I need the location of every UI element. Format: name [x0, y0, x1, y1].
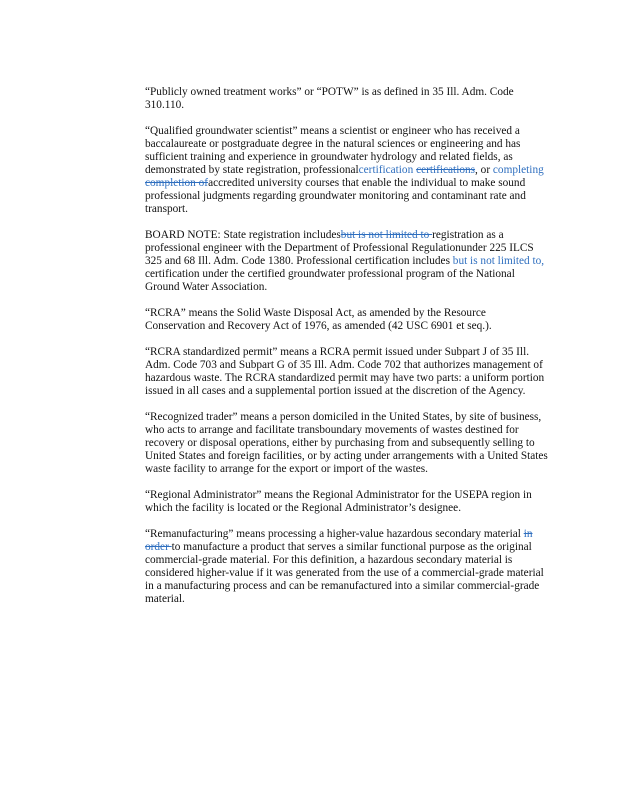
- definition-qualified-groundwater-scientist: [145, 125, 548, 216]
- paragraph-text: accredited university courses that enable the individual to make sound professional judgments regarding groundwater monitoring and contaminant rate and transport.: [145, 177, 526, 215]
- paragraph-text: “Qualified groundwater scientist” means a scientist or engineer who has received a baccalaureate or postgraduate degree in the natural sciences or engineering and has sufficient training and experience in groundwater hydrology and related fields, as demonstrated by state registration, professional: [145, 125, 521, 176]
- paragraph-text: “Regional Administrator” means the Regional Administrator for the USEPA region in which the facility is located or the Regional Administrator’s designee.: [145, 489, 532, 514]
- paragraph-text: , or: [475, 164, 493, 176]
- definition-remanufacturing: [145, 528, 548, 606]
- definition-rcra-standardized-permit: [145, 346, 548, 398]
- paragraph-text: “RCRA” means the Solid Waste Disposal Act, as amended by the Resource Conservation and Recovery Act of 1976, as amended (42 USC 6901 et seq.).: [145, 307, 492, 332]
- paragraph-text: “Recognized trader” means a person domiciled in the United States, by site of business, who acts to arrange and facilitate transboundary movements of wastes destined for recovery or disposal operations, either by purchasing from and subsequently selling to United States and foreign facilities, or by acting under arrangements with a United States waste facility to arrange for the export or import of the wastes.: [145, 411, 548, 475]
- definition-rcra: [145, 307, 548, 333]
- deleted-text: completion of: [145, 177, 209, 189]
- definition-recognized-trader: [145, 411, 548, 476]
- inserted-text: certification: [358, 164, 414, 176]
- definition-regional-administrator: [145, 489, 548, 515]
- board-note: [145, 229, 548, 294]
- inserted-text: but is not limited to,: [452, 255, 545, 267]
- paragraph-text: “Publicly owned treatment works” or “POTW” is as defined in 35 Ill. Adm. Code 310.110.: [145, 86, 514, 111]
- paragraph-text: “Remanufacturing” means processing a higher-value hazardous secondary material: [145, 528, 524, 540]
- paragraph-text: registration as a professional engineer with the Department of Professional Regulationunder 225 ILCS 325 and 68 Ill. Adm. Code 1380. Professional certification includes: [145, 229, 534, 267]
- paragraph-text: “RCRA standardized permit” means a RCRA permit issued under Subpart J of 35 Ill. Adm. Code 703 and Subpart G of 35 Ill. Adm. Code 702 that authorizes management of hazardous waste. The RCRA standardized permit may have two parts: a uniform portion issued in all cases and a supplemental portion issued at the discretion of the Agency.: [145, 346, 545, 397]
- paragraph-text: BOARD NOTE: State registration includes: [145, 229, 341, 241]
- inserted-text: completing: [492, 164, 544, 176]
- deleted-text: in order: [145, 528, 533, 553]
- paragraph-text: certification under the certified groundwater professional program of the National Ground Water Association.: [145, 268, 515, 293]
- deleted-text: but is not limited to: [340, 229, 433, 241]
- deleted-text: certifications: [416, 164, 476, 176]
- paragraph-text: to manufacture a product that serves a similar functional purpose as the original commercial-grade material. For this definition, a hazardous secondary material is considered higher-value if it was generated from the use of a commercial-grade material in a manufacturing process and can be remanufactured into a similar commercial-grade material.: [145, 541, 544, 605]
- definition-potw: [145, 86, 548, 112]
